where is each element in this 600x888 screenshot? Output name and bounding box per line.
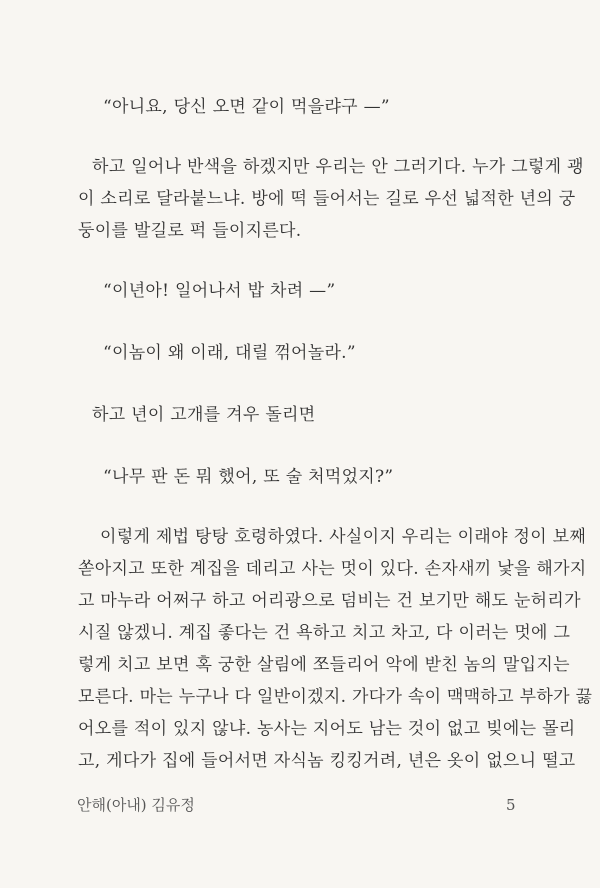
page-number: 5 [506, 796, 516, 814]
paragraph-line-11: 고, 게다가 집에 들어서면 자식놈 킹킹거려, 년은 옷이 없으니 떨고 [78, 751, 576, 771]
paragraph-line-8: 렇게 치고 보면 혹 궁한 살림에 쪼들리어 악에 받친 놈의 말입지는 [78, 655, 570, 675]
paragraph-line-10: 어오를 적이 있지 않냐. 농사는 지어도 남는 것이 없고 빚에는 몰리 [78, 719, 576, 739]
paragraph-line-6: 고 마누라 어쩌구 하고 어리광으로 덤비는 건 보기만 해도 눈허리가 [78, 591, 581, 611]
dialogue-line-4: “나무 판 돈 뭐 했어, 또 술 처먹었지?” [103, 467, 394, 487]
paragraph-line-9: 모른다. 마는 누구나 다 일반이겠지. 가다가 속이 맥맥하고 부하가 끓 [78, 687, 593, 707]
dialogue-line-3: “이놈이 왜 이래, 대릴 꺾어놀라.” [103, 343, 356, 363]
dialogue-line-2: “이년아! 일어나서 밥 차려 —” [103, 281, 336, 301]
paragraph-line-4: 이렇게 제법 탕탕 호령하였다. 사실이지 우리는 이래야 정이 보째 [100, 527, 587, 547]
paragraph-line-1: 하고 일어나 반색을 하겠지만 우리는 안 그러기다. 누가 그렇게 괭 [92, 157, 584, 177]
paragraph-line-7: 시질 않겠니. 계집 좋다는 건 욕하고 치고 차고, 다 이러는 멋에 그 [78, 623, 571, 643]
paragraph-line-2: 이 소리로 달라붙느냐. 방에 떡 들어서는 길로 우선 넓적한 년의 궁 [78, 189, 576, 209]
paragraph-line-5: 쏟아지고 또한 계집을 데리고 사는 멋이 있다. 손자새끼 낯을 해가지 [78, 559, 587, 579]
dialogue-line-1: “아니요, 당신 오면 같이 먹을랴구 —” [103, 97, 390, 117]
running-footer-title: 안해(아내) 김유정 [77, 796, 195, 814]
paragraph-line-3: 둥이를 발길로 퍽 들이지른다. [78, 221, 302, 241]
narration-line: 하고 년이 고개를 겨우 돌리면 [92, 405, 316, 425]
